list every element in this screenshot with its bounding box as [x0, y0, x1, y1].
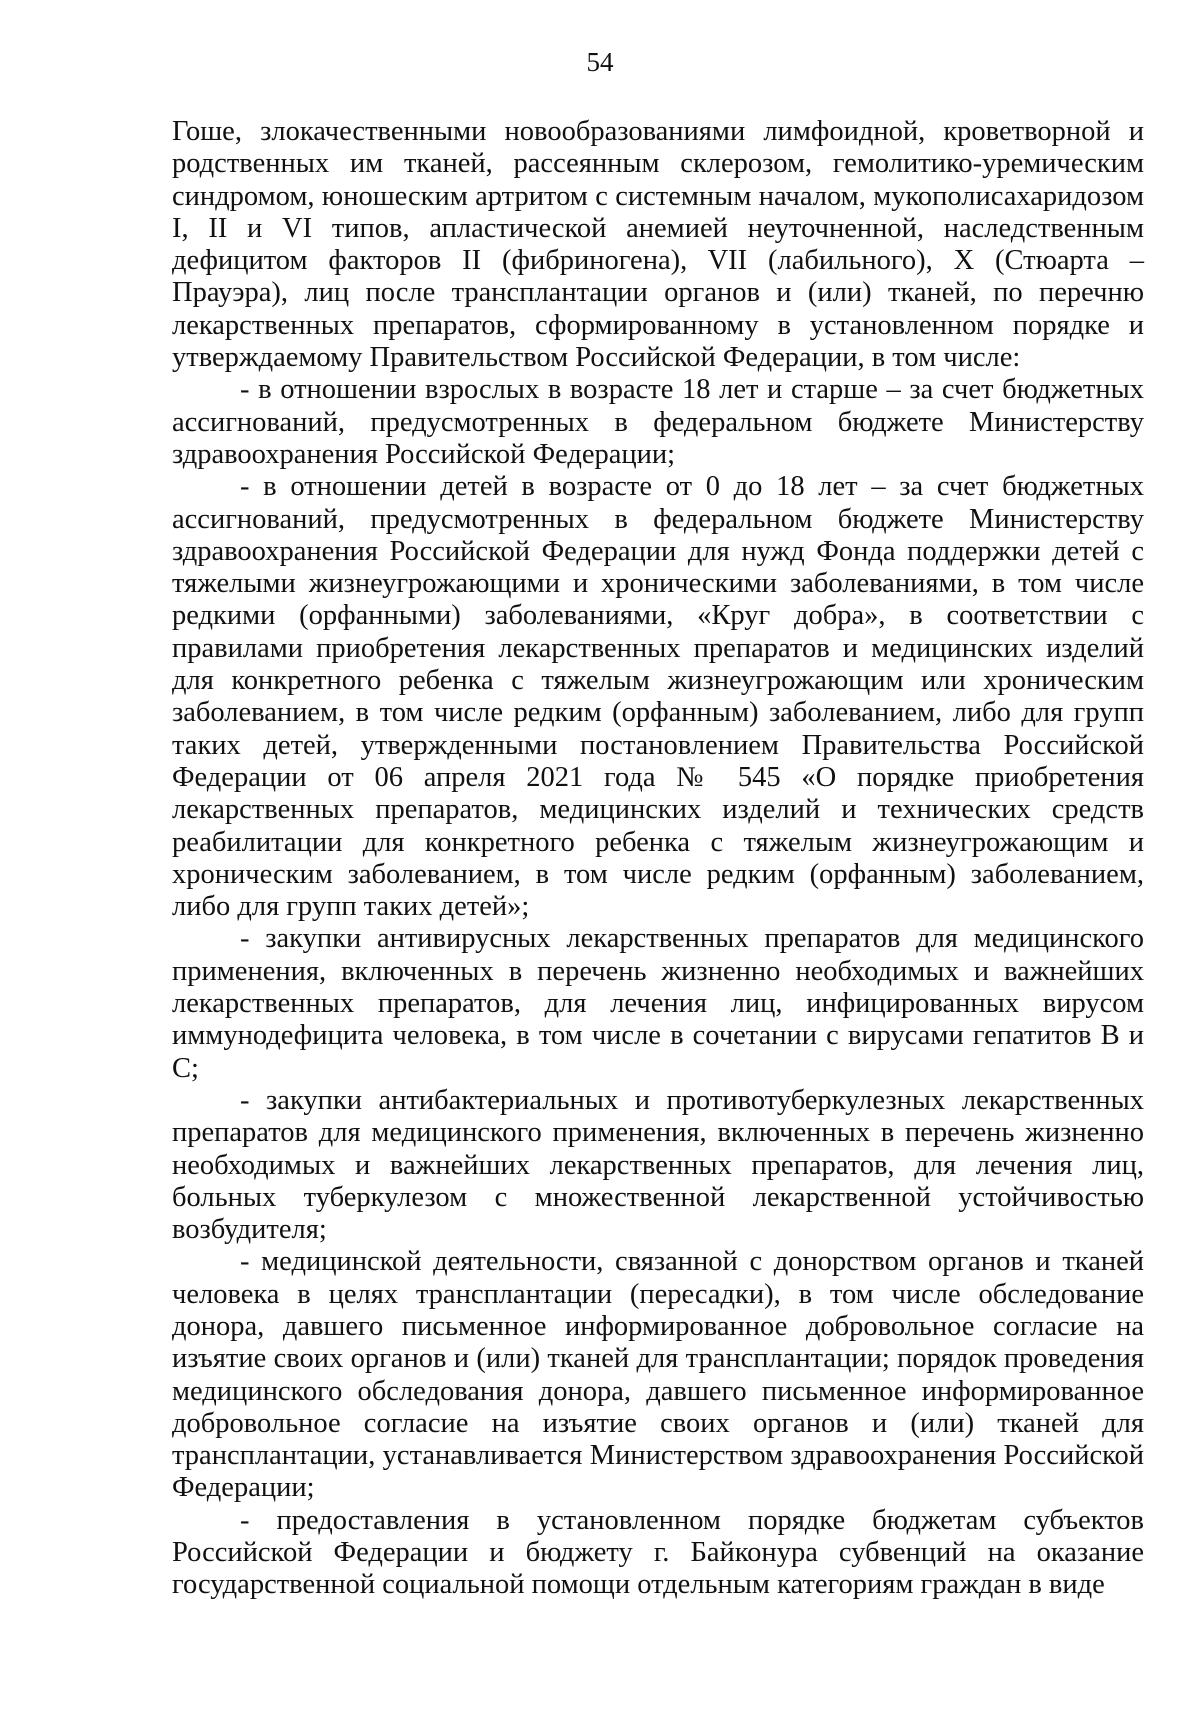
paragraph-children-provision: - в отношении детей в возрасте от 0 до 18 лет – за счет бюджетных ассигнований, предусмотренных в федеральном бюджете Министерству здравоохранения Российской Федерации для нужд Фонда поддержки детей с тяжелыми жизнеугрожающими и хроническими заболеваниями, в том числе редкими (орфанными) заболеваниями, «Круг добра», в соответствии с правилами приобретения лекарственных препаратов и медицинских изделий для конкретного ребенка с тяжелым жизнеугрожающим или хроническим заболеванием, в том числе редким (орфанным) заболеванием, либо для групп таких детей, утвержденными постановлением Правительства Российской Федерации от 06 апреля 2021 года № 545 «О порядке приобретения лекарственных препаратов, медицинских изделий и технических средств реабилитации для конкретного ребенка с тяжелым жизнеугрожающим и хроническим заболеванием, в том числе редким (орфанным) заболеванием, либо для групп таких детей»;: [172, 471, 1144, 923]
paragraph-organ-donation: - медицинской деятельности, связанной с донорством органов и тканей человека в целях трансплантации (пересадки), в том числе обследование донора, давшего письменное информированное добровольное согласие на изъятие своих органов и (или) тканей для трансплантации; порядок проведения медицинского обследования донора, давшего письменное информированное добровольное согласие на изъятие своих органов и (или) тканей для трансплантации, устанавливается Министерством здравоохранения Российской Федерации;: [172, 1246, 1144, 1504]
page-number: 54: [586, 47, 614, 77]
paragraph-antiviral-procurement: - закупки антивирусных лекарственных препаратов для медицинского применения, включенных в перечень жизненно необходимых и важнейших лекарственных препаратов, для лечения лиц, инфицированных вирусом иммунодефицита человека, в том числе в сочетании с вирусами гепатитов B и C;: [172, 923, 1144, 1084]
document-body: [172, 116, 1144, 1602]
paragraph-continuation: Гоше, злокачественными новообразованиями лимфоидной, кроветворной и родственных им тканей, рассеянным склерозом, гемолитико-уремическим синдромом, юношеским артритом с системным началом, мукополисахаридозом I, II и VI типов, апластической анемией неуточненной, наследственным дефицитом факторов II (фибриногена), VII (лабильного), X (Стюарта – Прауэра), лиц после трансплантации органов и (или) тканей, по перечню лекарственных препаратов, сформированному в установленном порядке и утверждаемому Правительством Российской Федерации, в том числе:: [172, 116, 1144, 374]
paragraph-antibacterial-procurement: - закупки антибактериальных и противотуберкулезных лекарственных препаратов для медицинского применения, включенных в перечень жизненно необходимых и важнейших лекарственных препаратов, для лечения лиц, больных туберкулезом с множественной лекарственной устойчивостью возбудителя;: [172, 1084, 1144, 1246]
paragraph-subventions: - предоставления в установленном порядке бюджетам субъектов Российской Федерации и бюджету г. Байконура субвенций на оказание государственной социальной помощи отдельным категориям граждан в виде: [172, 1504, 1144, 1601]
paragraph-adults-provision: - в отношении взрослых в возрасте 18 лет и старше – за счет бюджетных ассигнований, предусмотренных в федеральном бюджете Министерству здравоохранения Российской Федерации;: [172, 374, 1144, 470]
